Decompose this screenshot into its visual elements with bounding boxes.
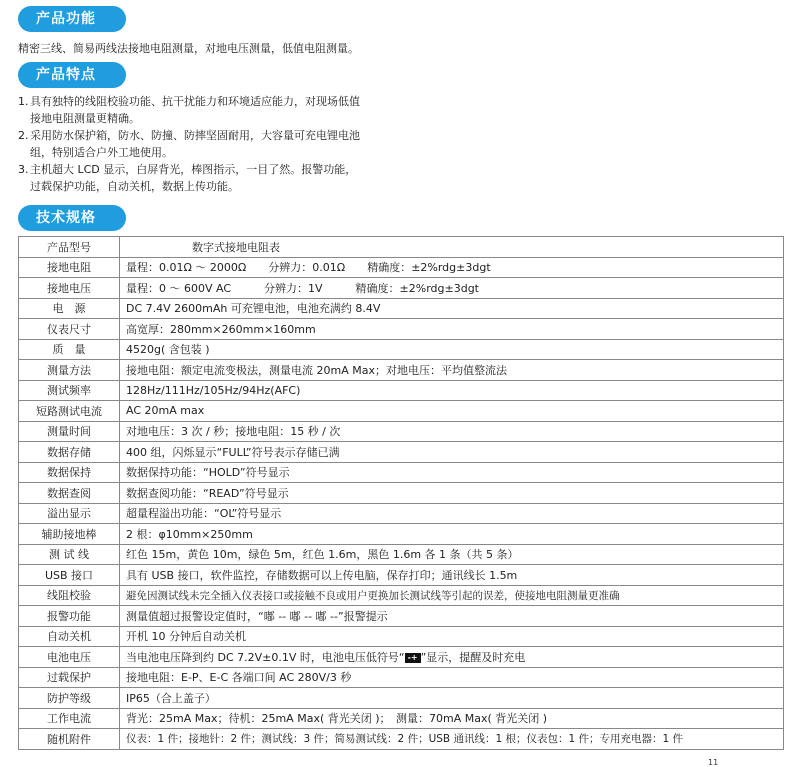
spec-key: 仪表尺寸	[19, 319, 120, 340]
feature-item-2	[18, 127, 398, 161]
spec-value: 高宽厚：280mm×260mm×160mm	[120, 319, 784, 340]
spec-key: 报警功能	[19, 606, 120, 627]
spec-value: 具有 USB 接口，软件监控，存储数据可以上传电脑，保存打印；通讯线长 1.5m	[120, 565, 784, 586]
feature-number: 1.	[18, 95, 29, 108]
spec-key: 过载保护	[19, 667, 120, 688]
spec-value: DC 7.4V 2600mAh 可充锂电池，电池充满约 8.4V	[120, 298, 784, 319]
spec-key: 辅助接地棒	[19, 524, 120, 545]
spec-key: 防护等级	[19, 688, 120, 709]
spec-key: 接地电压	[19, 278, 120, 299]
spec-key: 数据保持	[19, 462, 120, 483]
table-row	[19, 237, 784, 258]
spec-key: 溢出显示	[19, 503, 120, 524]
table-row	[19, 708, 784, 729]
table-row	[19, 278, 784, 299]
spec-value: 开机 10 分钟后自动关机	[120, 626, 784, 647]
table-row	[19, 503, 784, 524]
spec-value: 避免因测试线未完全插入仪表接口或接触不良或用户更换加长测试线等引起的误差，使接地电阻测量更准确	[120, 585, 784, 606]
spec-value: 红色 15m，黄色 10m，绿色 5m，红色 1.6m，黑色 1.6m 各 1 条（共 5 条）	[120, 544, 784, 565]
spec-key: 产品型号	[19, 237, 120, 258]
spec-value: 数据保持功能：“HOLD”符号显示	[120, 462, 784, 483]
spec-key: 测 试 线	[19, 544, 120, 565]
spec-key: 数据查阅	[19, 483, 120, 504]
table-row	[19, 401, 784, 422]
spec-value: IP65（合上盖子）	[120, 688, 784, 709]
table-row	[19, 647, 784, 668]
functions-description: 精密三线、简易两线法接地电阻测量，对地电压测量，低值电阻测量。	[18, 42, 359, 55]
spec-table	[18, 236, 784, 750]
table-row	[19, 257, 784, 278]
table-row	[19, 483, 784, 504]
spec-key: 短路测试电流	[19, 401, 120, 422]
spec-value: 量程：0.01Ω ～ 2000Ω 分辨力：0.01Ω 精确度：±2%rdg±3dgt	[120, 257, 784, 278]
spec-value: 2 根：φ10mm×250mm	[120, 524, 784, 545]
feature-text-line1: 主机超大 LCD 显示，白屏背光，棒图指示，一目了然。报警功能，	[30, 163, 357, 176]
spec-key: 电 源	[19, 298, 120, 319]
spec-key: 测量方法	[19, 360, 120, 381]
table-row	[19, 729, 784, 750]
table-row	[19, 626, 784, 647]
spec-key: 质 量	[19, 339, 120, 360]
spec-value: 背光：25mA Max；待机：25mA Max( 背光关闭 )； 测量：70mA Max( 背光关闭 )	[120, 708, 784, 729]
page-mark: 11	[708, 758, 719, 767]
spec-key: 测量时间	[19, 421, 120, 442]
spec-key: 测试频率	[19, 380, 120, 401]
feature-number: 2.	[18, 129, 29, 142]
spec-value: 接地电阻：E-P、E-C 各端口间 AC 280V/3 秒	[120, 667, 784, 688]
table-row	[19, 565, 784, 586]
table-row	[19, 544, 784, 565]
feature-text-line1: 采用防水保护箱，防水、防撞、防摔坚固耐用，大容量可充电锂电池	[30, 129, 360, 142]
section-title-features: 产品特点	[18, 62, 126, 88]
table-row	[19, 606, 784, 627]
spec-key: 自动关机	[19, 626, 120, 647]
spec-value: 测量值超过报警设定值时，“嘟 -- 嘟 -- 嘟 --”报警提示	[120, 606, 784, 627]
table-row	[19, 360, 784, 381]
battery-text-post: ”显示，提醒及时充电	[420, 650, 526, 664]
table-row	[19, 524, 784, 545]
table-row	[19, 462, 784, 483]
spec-value: 128Hz/111Hz/105Hz/94Hz(AFC)	[120, 380, 784, 401]
spec-key: 随机附件	[19, 729, 120, 750]
spec-value: 4520g( 含包装 )	[120, 339, 784, 360]
table-row	[19, 339, 784, 360]
battery-low-icon: -+	[405, 653, 421, 663]
section-title-functions: 产品功能	[18, 6, 126, 32]
feature-item-3	[18, 161, 398, 195]
feature-text-line2: 过载保护功能，自动关机，数据上传功能。	[30, 180, 239, 193]
table-row	[19, 585, 784, 606]
battery-text-pre: 当电池电压降到约 DC 7.2V±0.1V 时，电池电压低符号“	[126, 650, 405, 664]
feature-text-line2: 组，特别适合户外工地使用。	[30, 146, 173, 159]
spec-value: 量程：0 ～ 600V AC 分辨力：1V 精确度：±2%rdg±3dgt	[120, 278, 784, 299]
table-row	[19, 298, 784, 319]
table-row	[19, 667, 784, 688]
table-row	[19, 442, 784, 463]
feature-text-line1: 具有独特的线阻校验功能、抗干扰能力和环境适应能力，对现场低值	[30, 95, 360, 108]
spec-value: 接地电阻：额定电流变极法，测量电流 20mA Max；对地电压：平均值整流法	[120, 360, 784, 381]
table-row	[19, 380, 784, 401]
spec-key: USB 接口	[19, 565, 120, 586]
spec-key: 电池电压	[19, 647, 120, 668]
spec-value: 对地电压：3 次 / 秒；接地电阻：15 秒 / 次	[120, 421, 784, 442]
table-row	[19, 319, 784, 340]
table-row	[19, 421, 784, 442]
spec-value: AC 20mA max	[120, 401, 784, 422]
spec-key: 线阻校验	[19, 585, 120, 606]
feature-text-line2: 接地电阻测量更精确。	[30, 112, 140, 125]
section-title-specs: 技术规格	[18, 205, 126, 231]
feature-number: 3.	[18, 163, 29, 176]
spec-value: 超量程溢出功能：“OL”符号显示	[120, 503, 784, 524]
spec-value: 仪表：1 件；接地针：2 件；测试线：3 件；简易测试线：2 件；USB 通讯线：1 根；仪表包：1 件；专用充电器：1 件	[120, 729, 784, 750]
spec-value	[120, 647, 784, 668]
feature-item-1	[18, 93, 398, 127]
spec-key: 数据存储	[19, 442, 120, 463]
spec-value: 400 组，闪烁显示“FULL”符号表示存储已满	[120, 442, 784, 463]
spec-key: 工作电流	[19, 708, 120, 729]
table-row	[19, 688, 784, 709]
spec-value: 数字式接地电阻表	[120, 237, 784, 258]
spec-value: 数据查阅功能：“READ”符号显示	[120, 483, 784, 504]
spec-key: 接地电阻	[19, 257, 120, 278]
